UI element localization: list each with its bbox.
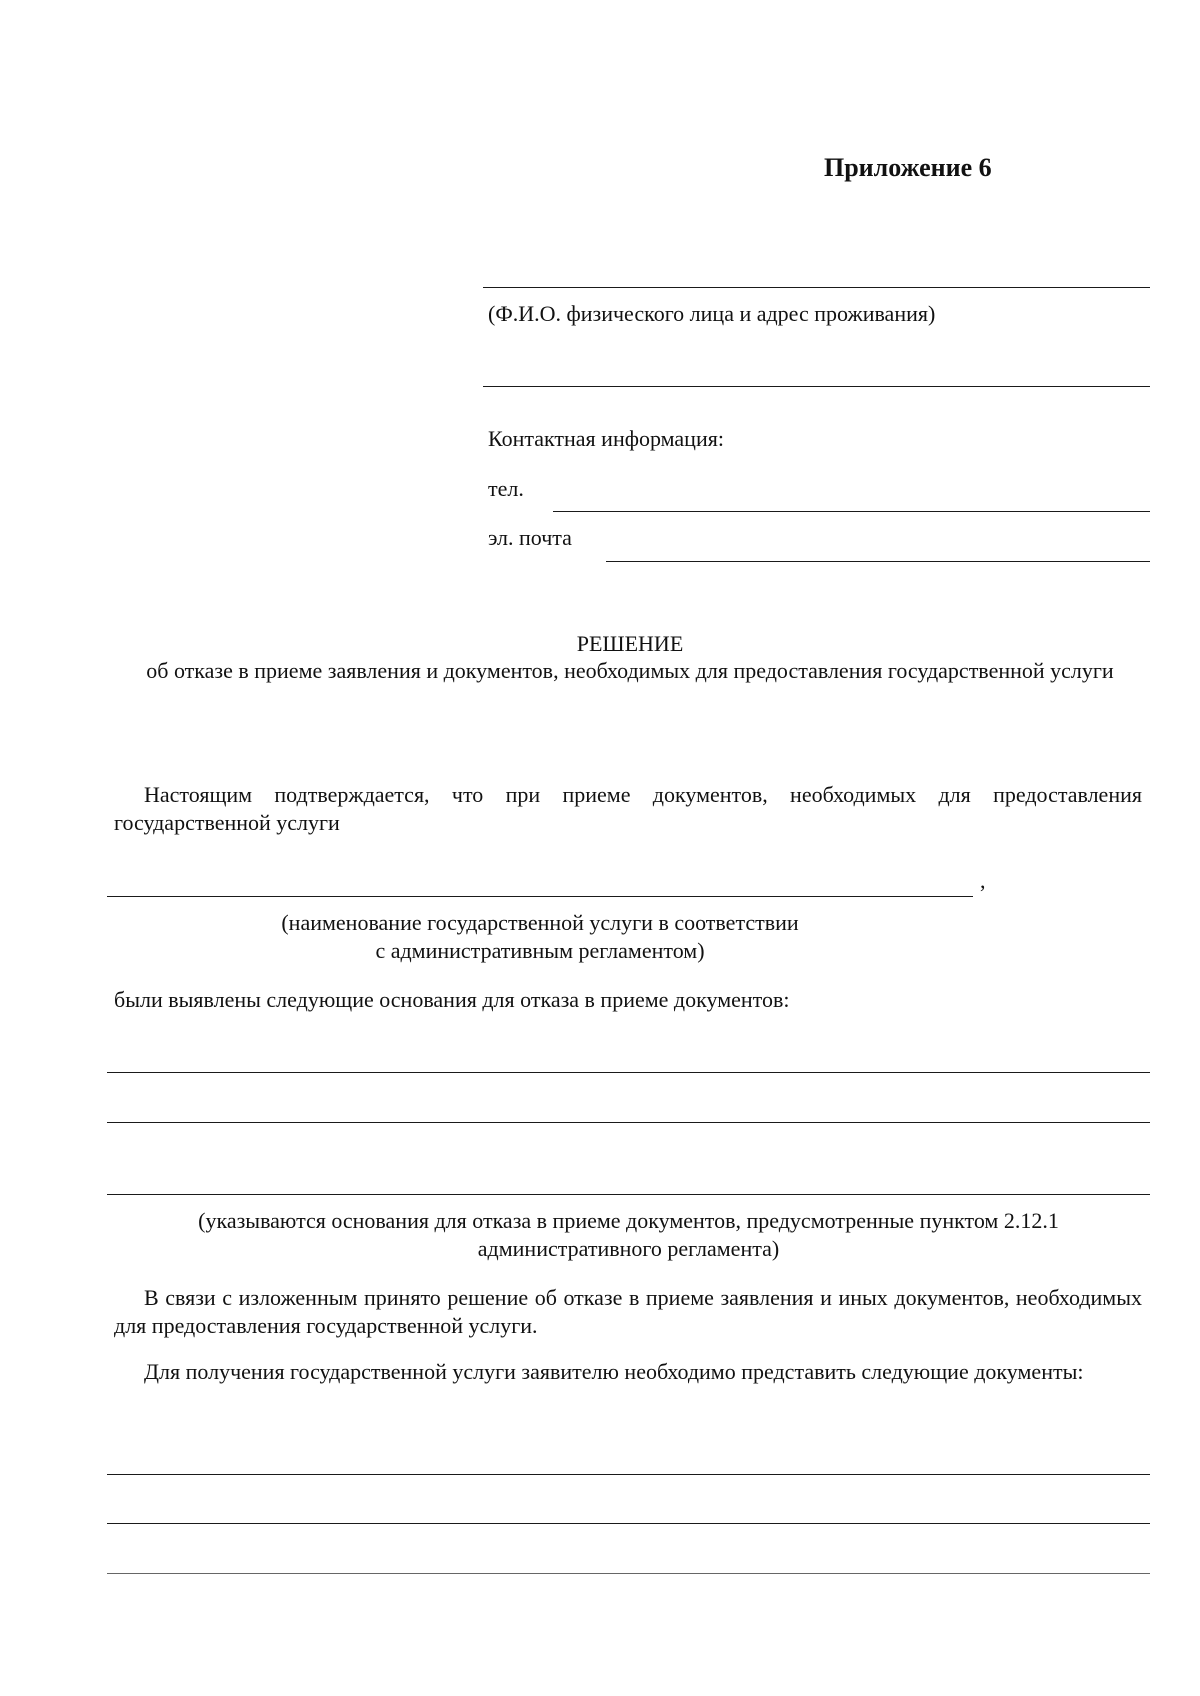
- documents-paragraph: Для получения государственной услуги заявителю необходимо представить следующие документы:: [144, 1359, 1084, 1384]
- email-label: эл. почта: [488, 525, 572, 550]
- recipient-name-caption: (Ф.И.О. физического лица и адрес проживания): [488, 301, 936, 326]
- documents-line-3[interactable]: [107, 1573, 1150, 1574]
- documents-line-2[interactable]: [107, 1523, 1150, 1524]
- decision-paragraph: В связи с изложенным принято решение об отказе в приеме заявления и иных документов, необходимых для предоставления государственной услуги.: [114, 1285, 1142, 1338]
- grounds-intro: были выявлены следующие основания для отказа в приеме документов:: [114, 987, 790, 1012]
- contact-heading: Контактная информация:: [488, 426, 724, 451]
- decision-heading: РЕШЕНИЕ: [576, 631, 684, 656]
- confirmation-paragraph: Настоящим подтверждается, что при приеме документов, необходимых для предоставления государственной услуги: [114, 782, 1142, 835]
- grounds-caption-line2: административного регламента): [477, 1236, 780, 1261]
- grounds-caption-line1: (указываются основания для отказа в приеме документов, предусмотренные пунктом 2.12.1: [198, 1208, 1059, 1233]
- email-field-line[interactable]: [606, 561, 1150, 562]
- recipient-name-line[interactable]: [483, 287, 1150, 288]
- service-name-caption-line1: (наименование государственной услуги в соответствии: [281, 910, 799, 935]
- service-name-comma: ,: [980, 868, 986, 893]
- grounds-line-3[interactable]: [107, 1194, 1150, 1195]
- recipient-address-line[interactable]: [483, 386, 1150, 387]
- phone-field-line[interactable]: [553, 511, 1150, 512]
- decision-subheading: об отказе в приеме заявления и документов, необходимых для предоставления государственной услуги: [146, 658, 1114, 683]
- service-name-line[interactable]: [107, 896, 973, 897]
- grounds-line-2[interactable]: [107, 1122, 1150, 1123]
- appendix-title: Приложение 6: [824, 153, 992, 182]
- documents-line-1[interactable]: [107, 1474, 1150, 1475]
- grounds-line-1[interactable]: [107, 1072, 1150, 1073]
- phone-label: тел.: [488, 476, 524, 501]
- service-name-caption-line2: с административным регламентом): [375, 938, 705, 963]
